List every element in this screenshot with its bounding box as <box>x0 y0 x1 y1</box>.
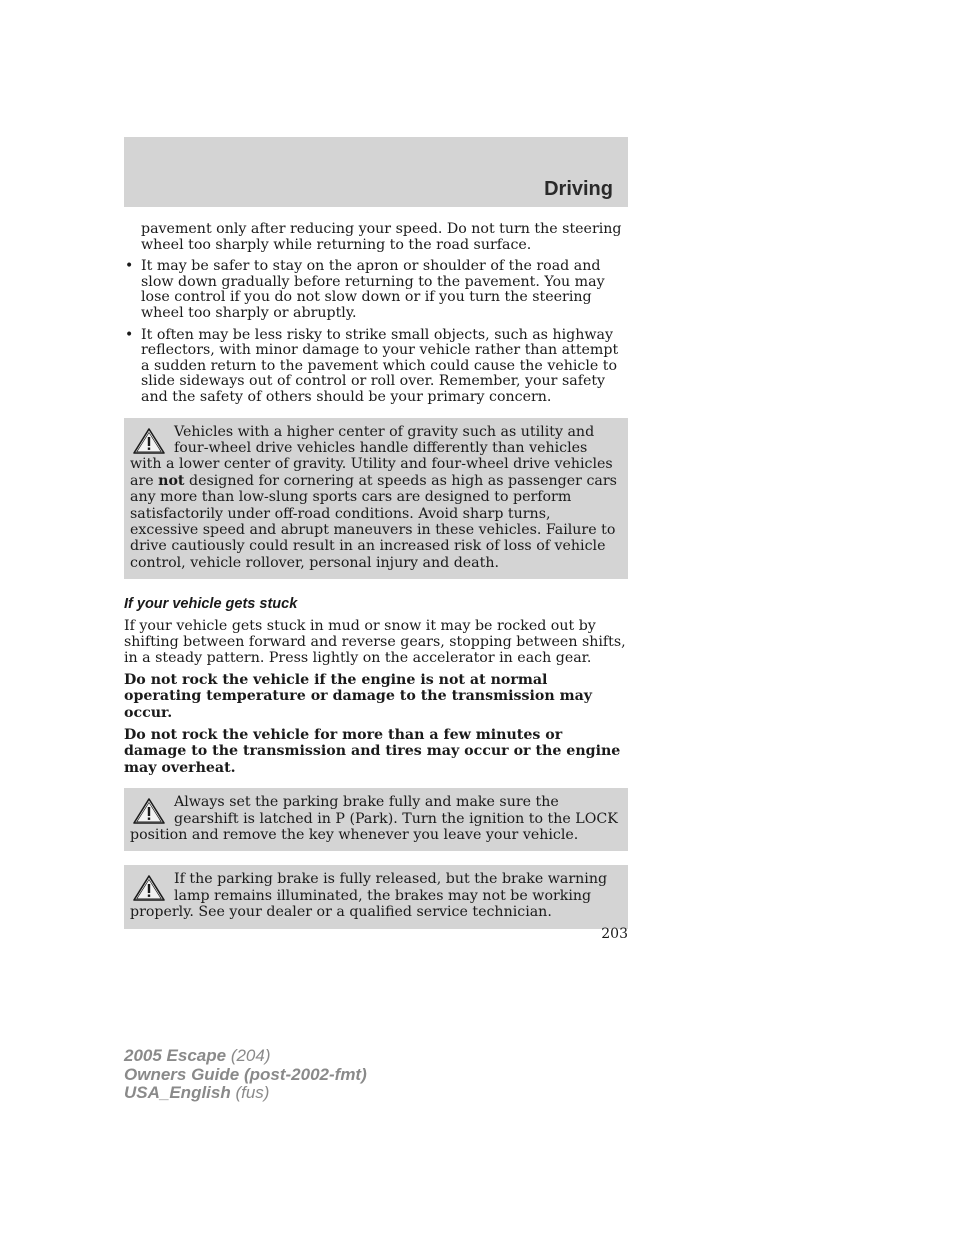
warning-text: Always set the parking brake fully and make sure the gearshift is latched in P (Park). Turn the ignition to the LOCK position and remove the key whenever you leave your vehicle. <box>130 794 618 844</box>
warning-text-part1: Vehicles with a higher center of gravity such as utility and four-wheel drive vehicles handle differently than vehicles with a lower center of gravity. Utility and four-wheel drive vehicles are <box>130 423 613 489</box>
page-content <box>124 222 628 943</box>
caution-rocking-duration: Do not rock the vehicle for more than a few minutes or damage to the transmission and tires may occur or the engine may overheat. <box>124 727 621 776</box>
footer-guide: Owners Guide (post-2002-fmt) <box>124 1064 367 1084</box>
warning-text-bold: not <box>158 472 185 489</box>
warning-text-part2: designed for cornering at speeds as high as passenger cars any more than low-slung sports cars are designed to perform satisfactorily under off-road conditions. Avoid sharp turns, excessive speed and abrupt maneuvers in these vehicles. Failure to drive cautiously could result in an increased risk of loss of vehicle control, vehicle rollover, personal injury and death. <box>130 472 617 571</box>
stuck-body-paragraph: If your vehicle gets stuck in mud or snow it may be rocked out by shifting between forward and reverse gears, stopping between shifts, in a steady pattern. Press lightly on the accelerator in each gear. <box>124 617 626 666</box>
section-header-bar <box>124 137 628 207</box>
bullet-item <box>124 328 628 406</box>
bullet-marker: • <box>125 326 134 343</box>
footer-line-model <box>124 1047 367 1066</box>
section-title: Driving <box>544 178 613 200</box>
document-footer <box>124 1047 367 1103</box>
warning-triangle-icon <box>132 797 166 825</box>
warning-text: If the parking brake is fully released, but the brake warning lamp remains illuminated, the brakes may not be working properly. See your dealer or a qualified service technician. <box>130 871 608 921</box>
warning-box-center-of-gravity <box>124 418 628 580</box>
continuation-paragraph: pavement only after reducing your speed. Do not turn the steering wheel too sharply while returning to the road surface. <box>141 221 622 253</box>
caution-operating-temperature: Do not rock the vehicle if the engine is not at normal operating temperature or damage to the transmission may occur. <box>124 671 593 721</box>
bullet-text: It often may be less risky to strike small objects, such as highway reflectors, with minor damage to your vehicle rather than attempt a sudden return to the pavement which could cause the vehicle to slide sideways out of control or roll over. Remember, your safety and the safety of others should be your primary concern. <box>141 326 619 405</box>
footer-language-code: (fus) <box>230 1083 270 1102</box>
bullet-list <box>124 259 628 405</box>
footer-language: USA_English <box>124 1083 231 1102</box>
warning-box-brake-lamp <box>124 865 628 928</box>
warning-box-parking-brake <box>124 788 628 851</box>
bullet-marker: • <box>125 258 134 275</box>
footer-model-code: (204) <box>226 1046 271 1065</box>
warning-triangle-icon <box>132 874 166 902</box>
page-number: 203 <box>601 926 628 942</box>
bullet-item <box>124 259 628 321</box>
section-heading: If your vehicle gets stuck <box>124 596 298 613</box>
footer-line-language <box>124 1084 367 1103</box>
warning-triangle-icon <box>132 427 166 455</box>
footer-line-guide <box>124 1066 367 1085</box>
bullet-text: It may be safer to stay on the apron or shoulder of the road and slow down gradually before returning to the pavement. You may lose control if you do not slow down or if you turn the steering wheel too sharply or abruptly. <box>141 258 605 321</box>
footer-model: 2005 Escape <box>124 1046 227 1065</box>
